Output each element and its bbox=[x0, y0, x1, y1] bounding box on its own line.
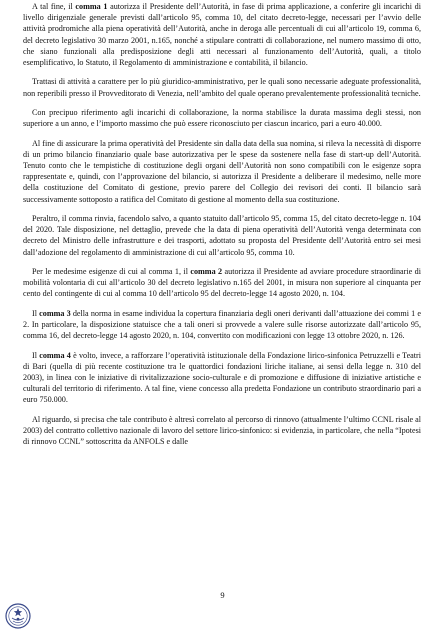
paragraph: Per le medesime esigenze di cui al comma 1, il comma 2 autorizza il Presidente ad avviare procedure straordinarie di mobilità volontaria di cui all’articolo 30 del decreto legislativo n.165 del 2001, in misura non superiore al cinquanta per cento del contingente di cui al comma 10 dell’articolo 95 del decreto-legge 14 agosto 2020, n. 104. bbox=[23, 267, 421, 299]
seal-emblem-icon bbox=[5, 603, 31, 629]
paragraph: A tal fine, il comma 1 autorizza il Presidente dell’Autorità, in fase di prima applicazione, a conferire gli incarichi di livello dirigenziale generale previsti dall’articolo 95, comma 10, del citato decreto-legge, necessari per l’avvio delle attività prodromiche alla piena operatività dell’Autorità, anche in deroga alle percentuali di cui all’articolo 19, comma 6, del decreto legislativo 30 marzo 2001, n.165, nonché a stipulare contratti di collaborazione, nel numero massimo di otto, che siano funzionali alla predisposizione degli atti necessari al funzionamento dell’Autorità, quali, a titolo esemplificativo, lo Statuto, il Regolamento di amministrazione e contabilità, il bilancio. bbox=[23, 2, 421, 68]
paragraph: Trattasi di attività a carattere per lo più giuridico-amministrativo, per le quali sono necessarie adeguate professionalità, non reperibili presso il Provveditorato di Venezia, nell’ambito del quale operano prevalentemente professionalità tecniche. bbox=[23, 77, 421, 98]
paragraph: Al riguardo, si precisa che tale contributo è altresì correlato al percorso di rinnovo (attualmente l’ultimo CCNL risale al 2003) del contratto collettivo nazionale di lavoro del settore lirico-sinfonico: si evidenzia, in particolare, che nella “Ipotesi di rinnovo CCNL” sottoscritta da ANFOLS e dalle bbox=[23, 414, 421, 447]
paragraph: Con precipuo riferimento agli incarichi di collaborazione, la norma stabilisce la durata massima degli stessi, non superiore a un anno, e l’importo massimo che può essere riconosciuto per ciascun incarico, pari a euro 40.000. bbox=[23, 108, 421, 129]
page-number: 9 bbox=[220, 590, 225, 600]
paragraph: Al fine di assicurare la prima operatività del Presidente sin dalla data della sua nomina, si rileva la necessità di disporre di un primo bilancio finanziario quale base autorizzativa per le spese da sostenere nella fase di start-up dell’Autorità. Tenuto conto che le tempistiche di costituzione degli organi dell’Autorità non sono compatibili con le esigenze sopra rappresentate e, quindi, con l’approvazione del bilancio, si autorizza il Presidente a deliberare il medesimo, nelle more della costituzione del Comitato di gestione, previo parere del Collegio dei revisori dei conti. Il bilancio sarà successivamente sottoposto a ratifica del Comitato di gestione al momento della sua costituzione. bbox=[23, 138, 421, 204]
paragraph: Il comma 3 della norma in esame individua la copertura finanziaria degli oneri derivanti dall’attuazione dei commi 1 e 2. In particolare, la disposizione statuisce che a tali oneri si provvede a valere sulle risorse autorizzate dall’articolo 95, comma 16, del decreto-legge 14 agosto 2020, n. 104, convertito con modificazioni con legge 13 ottobre 2020, n. 126. bbox=[23, 308, 421, 341]
page-body bbox=[23, 1, 421, 456]
paragraph: Il comma 4 è volto, invece, a rafforzare l’operatività istituzionale della Fondazione lirico-sinfonica Petruzzelli e Teatri di Bari (quella di più recente costituzione tra le quattordici fondazioni liriche italiane, ai sensi della legge n. 310 del 2003), in linea con le iniziative di rivitalizzazione socio-culturale e di promozione e diffusione di iniziative artistiche e culturali del territorio di riferimento. A tal fine, viene concesso alla predetta Fondazione un contributo straordinario pari a euro 750.000. bbox=[23, 350, 421, 405]
paragraph: Peraltro, il comma rinvia, facendolo salvo, a quanto statuito dall’articolo 95, comma 15, del citato decreto-legge n. 104 del 2020. Tale disposizione, nel dettaglio, prevede che la data di piena operatività dell’Autorità venga determinata con decreto del Ministro delle infrastrutture e dei trasporti, adottato su proposta del Presidente dell’Autorità entro sei mesi dall’adozione del regolamento di amministrazione di cui all’articolo 95, comma 10. bbox=[23, 214, 421, 257]
